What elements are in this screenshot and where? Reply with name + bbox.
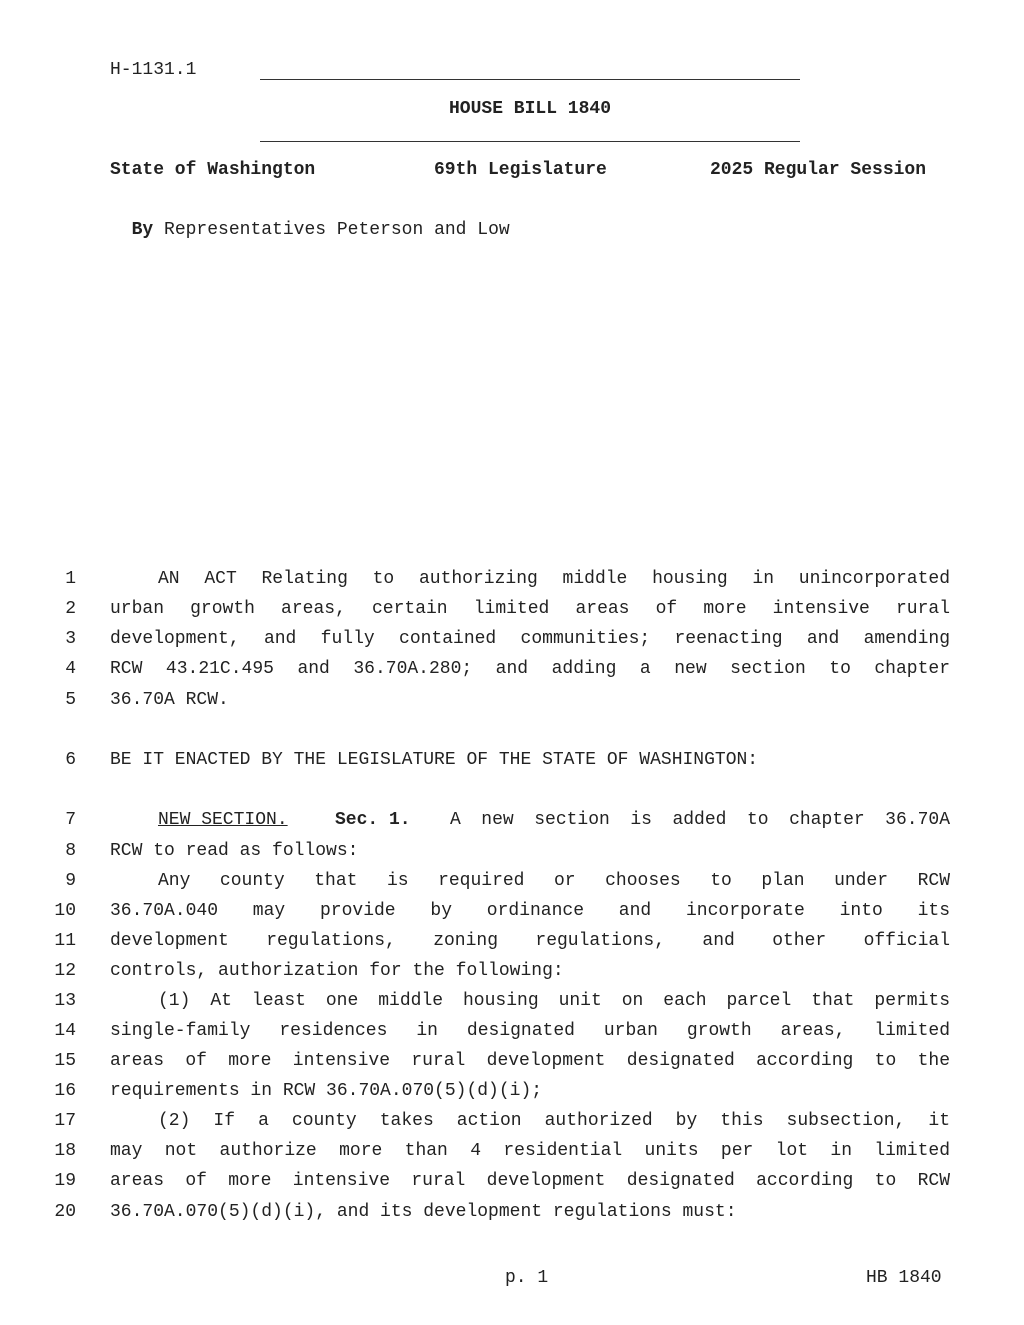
line-number: 19 bbox=[54, 1171, 76, 1191]
line-number: 8 bbox=[65, 841, 76, 861]
line-text: Any county that is required or chooses to plan under RCW bbox=[158, 871, 950, 891]
line-number: 20 bbox=[54, 1202, 76, 1222]
line-number: 7 bbox=[65, 810, 76, 830]
line-number: 12 bbox=[54, 961, 76, 981]
legislature-label: 69th Legislature bbox=[434, 160, 607, 180]
title-rule-top bbox=[260, 79, 800, 80]
state-label: State of Washington bbox=[110, 160, 316, 180]
title-rule-bottom bbox=[260, 141, 800, 142]
line-number: 10 bbox=[54, 901, 76, 921]
document-id: H-1131.1 bbox=[110, 60, 197, 80]
line-text: areas of more intensive rural development designated according to the bbox=[110, 1051, 950, 1071]
new-section-label: NEW SECTION. bbox=[158, 810, 288, 830]
line-number: 4 bbox=[65, 659, 76, 679]
line-number: 18 bbox=[54, 1141, 76, 1161]
line-text: single-family residences in designated urban growth areas, limited bbox=[110, 1021, 950, 1041]
by-label: By bbox=[131, 220, 154, 240]
session-label: 2025 Regular Session bbox=[710, 160, 927, 180]
line-text: AN ACT Relating to authorizing middle housing in unincorporated bbox=[158, 569, 950, 589]
line-number: 1 bbox=[65, 569, 76, 589]
line-number: 15 bbox=[54, 1051, 76, 1071]
line-number: 3 bbox=[65, 629, 76, 649]
line-text: 36.70A.070(5)(d)(i), and its development regulations must: bbox=[110, 1202, 737, 1222]
line-text: urban growth areas, certain limited areas of more intensive rural bbox=[110, 599, 950, 619]
line-text: areas of more intensive rural development designated according to RCW bbox=[110, 1171, 950, 1191]
line-number: 9 bbox=[65, 871, 76, 891]
line-text: (2) If a county takes action authorized by this subsection, it bbox=[158, 1111, 950, 1131]
section-number: Sec. 1. bbox=[335, 810, 411, 830]
line-text: requirements in RCW 36.70A.070(5)(d)(i); bbox=[110, 1081, 543, 1101]
line-number: 17 bbox=[54, 1111, 76, 1131]
bill-title: HOUSE BILL 1840 bbox=[448, 99, 612, 119]
line-number: 11 bbox=[54, 931, 76, 951]
sponsors: Representatives Peterson and Low bbox=[164, 220, 510, 240]
line-text: 36.70A.040 may provide by ordinance and incorporate into its bbox=[110, 901, 950, 921]
footer-bill-ref: HB 1840 bbox=[866, 1268, 942, 1288]
line-text: RCW to read as follows: bbox=[110, 841, 359, 861]
line-text: may not authorize more than 4 residential units per lot in limited bbox=[110, 1141, 950, 1161]
line-number: 16 bbox=[54, 1081, 76, 1101]
line-text: RCW 43.21C.495 and 36.70A.280; and adding a new section to chapter bbox=[110, 659, 950, 679]
line-number: 2 bbox=[65, 599, 76, 619]
line-text: 36.70A RCW. bbox=[110, 690, 229, 710]
enacting-clause: BE IT ENACTED BY THE LEGISLATURE OF THE STATE OF WASHINGTON: bbox=[110, 750, 759, 770]
line-text: controls, authorization for the following: bbox=[110, 961, 564, 981]
sponsors-line bbox=[110, 200, 510, 240]
line-text: development, and fully contained communities; reenacting and amending bbox=[110, 629, 950, 649]
page-number: p. 1 bbox=[505, 1268, 549, 1288]
line-number: 13 bbox=[54, 991, 76, 1011]
line-number: 5 bbox=[65, 690, 76, 710]
line-text: (1) At least one middle housing unit on each parcel that permits bbox=[158, 991, 950, 1011]
section-intro-text: A new section is added to chapter 36.70A bbox=[450, 810, 950, 830]
line-number: 6 bbox=[65, 750, 76, 770]
line-text: development regulations, zoning regulations, and other official bbox=[110, 931, 950, 951]
line-number: 14 bbox=[54, 1021, 76, 1041]
